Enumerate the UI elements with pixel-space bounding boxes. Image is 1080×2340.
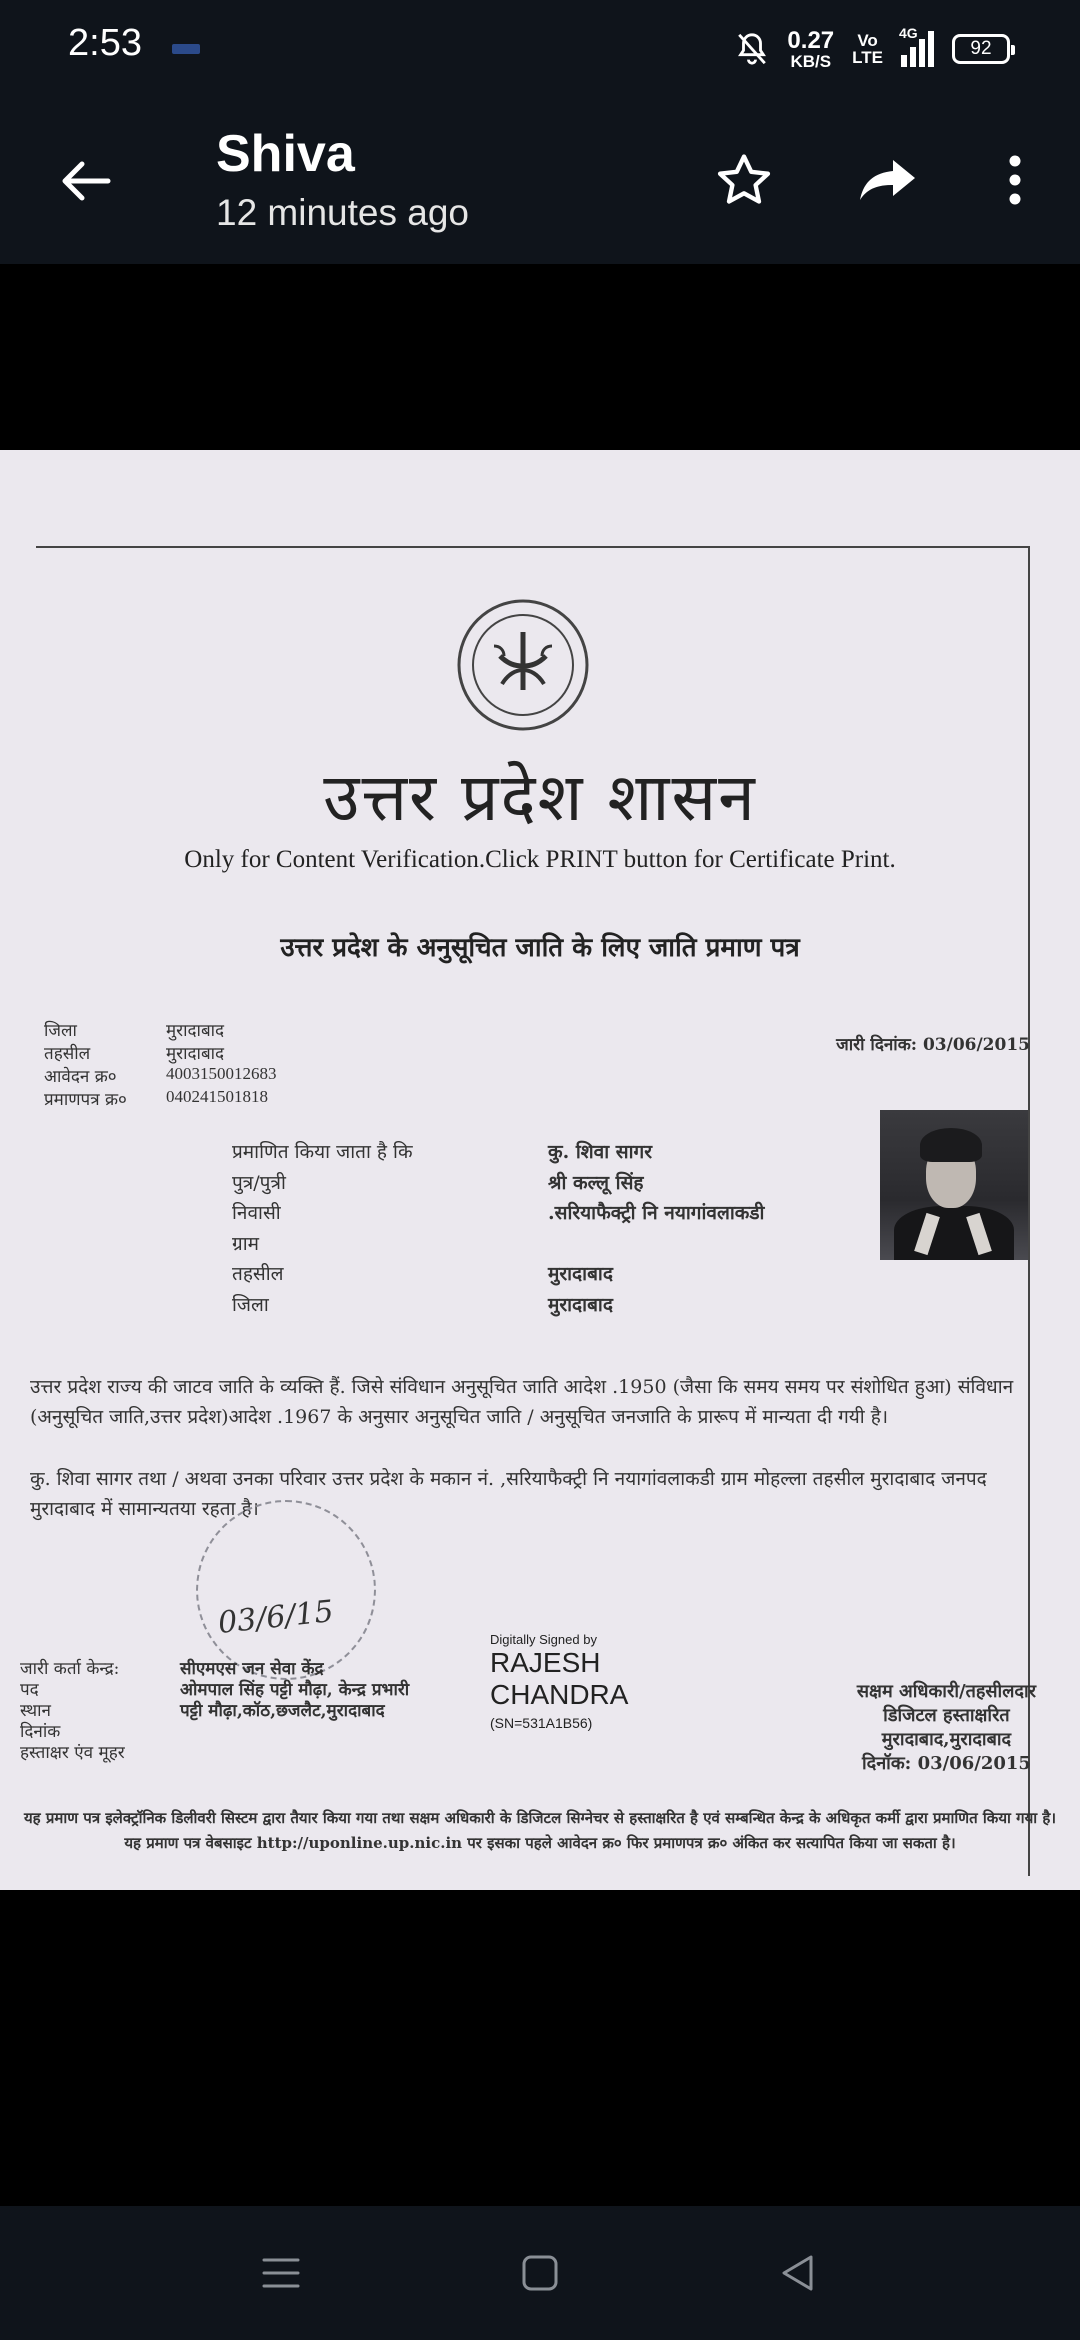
detail-value: .सरियाफैक्ट्री नि नयागांवलाकडी <box>548 1202 765 1224</box>
official-seal <box>196 1500 376 1680</box>
detail-value: मुरादाबाद <box>548 1293 613 1316</box>
meta-value: 040241501818 <box>166 1087 268 1106</box>
digital-signature-label: Digitally Signed by <box>490 1632 597 1647</box>
net-speed <box>787 26 835 71</box>
authority-line3: मुरादाबाद,मुरादाबाद <box>881 1729 1012 1750</box>
verification-footer: यह प्रमाण पत्र इलेक्ट्रॉनिक डिलीवरी सिस्टम द्वारा तैयार किया गया तथा सक्षम अधिकारी के डिजिटल सिग्नेचर से हस्ताक्षरित है एवं सम्बन्धित केन्द्र के अधिकृत कर्मी द्वारा प्रमाणित किया गया है। यह प्रमाण पत्र वेबसाइट http://uponline.up.nic.in पर इसका पहले आवेदन क्र० फिर प्रमाणपत्र क्र० अंकित कर सत्यापित किया जा सकता है। <box>23 1809 1057 1852</box>
signer-name-line2: CHANDRA <box>490 1679 629 1710</box>
detail-value: कु. शिवा सागर <box>548 1141 652 1163</box>
net-speed-value: 0.27 <box>787 26 835 54</box>
digital-signature <box>490 1632 628 1731</box>
handwritten-date: 03/6/15 <box>216 1594 336 1641</box>
recent-apps-icon <box>261 2255 301 2291</box>
detail-row <box>232 1291 764 1322</box>
certificate-image[interactable] <box>0 450 1080 1890</box>
system-back-button[interactable] <box>766 2246 828 2300</box>
meta-row <box>44 1041 277 1064</box>
verification-note: Only for Content Verification.Click PRINT button for Certificate Print. <box>184 846 896 873</box>
meta-key: प्रमाणपत्र क्र० <box>44 1090 127 1110</box>
network-type: 4G <box>899 25 918 41</box>
detail-key: निवासी <box>232 1202 281 1224</box>
meta-key: जिला <box>44 1021 77 1041</box>
signal-bar <box>919 39 925 67</box>
certificate-meta <box>44 1018 277 1110</box>
detail-key: जिला <box>232 1293 269 1316</box>
detail-key: तहसील <box>232 1263 284 1285</box>
issuer-row <box>20 1740 409 1761</box>
back-triangle-icon <box>779 2253 815 2293</box>
star-button[interactable] <box>708 144 780 216</box>
meta-value: मुरादाबाद <box>166 1044 225 1063</box>
issuer-key: जारी कर्ता केन्द्र: <box>20 1659 120 1679</box>
caste-statement: उत्तर प्रदेश राज्य की जाटव जाति के व्यक्ति हैं. जिसे संविधान अनुसूचित जाति आदेश .1950 (जैसा कि समय समय पर संशोधित हुआ) संविधान (अनुसूचित जाति,उत्तर प्रदेश)आदेश .1967 के अनुसार अनुसूचित जाति / अनुसूचित जनजाति के प्रारूप में मान्यता दी गयी है। <box>30 1376 1014 1428</box>
issuer-key: स्थान <box>20 1701 51 1721</box>
more-button[interactable] <box>990 144 1040 216</box>
issuer-key: हस्ताक्षर एंव मूहर <box>20 1743 125 1763</box>
issuer-row <box>20 1719 409 1740</box>
issuing-authority <box>857 1680 1036 1776</box>
detail-key: प्रमाणित किया जाता है कि <box>232 1141 413 1163</box>
meta-key: तहसील <box>44 1044 91 1064</box>
status-bar <box>0 0 1080 96</box>
volte-indicator <box>852 32 883 66</box>
bell-off-icon <box>735 30 769 68</box>
issuer-row <box>20 1698 409 1719</box>
issuer-details <box>20 1656 409 1761</box>
issuer-row <box>20 1656 409 1677</box>
notification-dot-icon <box>172 44 200 54</box>
detail-value: श्री कल्लू सिंह <box>548 1171 644 1194</box>
issuer-value: ओमपाल सिंह पट्टी मौढ़ा, केन्द्र प्रभारी <box>180 1680 410 1700</box>
signal-bar <box>910 47 916 67</box>
issuer-row <box>20 1677 409 1698</box>
star-icon <box>715 152 773 208</box>
signal-bar <box>901 55 907 67</box>
authority-line2: डिजिटल हस्ताक्षरित <box>883 1705 1010 1726</box>
government-title: उत्तर प्रदेश शासन <box>323 759 757 836</box>
status-icons <box>735 24 1010 74</box>
more-vertical-icon <box>1008 154 1022 206</box>
signature-serial: (SN=531A1B56) <box>490 1715 593 1731</box>
home-icon <box>521 2254 559 2292</box>
meta-row <box>44 1064 277 1087</box>
authority-line4: दिनॉक: 03/06/2015 <box>861 1753 1031 1774</box>
photo-body <box>894 1206 1014 1260</box>
back-arrow-icon <box>58 158 112 204</box>
detail-row <box>232 1230 764 1261</box>
signal-bar <box>928 31 934 67</box>
app-bar <box>0 96 1080 264</box>
home-button[interactable] <box>508 2246 572 2300</box>
contact-name: Shiva <box>216 125 355 183</box>
issuer-key: पद <box>20 1680 39 1700</box>
share-icon <box>857 156 919 204</box>
residence-statement: कु. शिवा सागर तथा / अथवा उनका परिवार उत्तर प्रदेश के मकान नं. ,सरियाफैक्ट्री नि नयागांवलाकडी ग्राम मोहल्ला तहसील मुरादाबाद जनपद मुरादाबाद में सामान्यतया रहता है। <box>30 1468 987 1520</box>
status-time: 2:53 <box>68 22 142 64</box>
meta-value: मुरादाबाद <box>166 1021 225 1040</box>
authority-line1: सक्षम अधिकारी/तहसीलदार <box>856 1681 1036 1702</box>
back-button[interactable] <box>50 146 120 216</box>
issue-date: जारी दिनांक: 03/06/2015 <box>836 1035 1030 1055</box>
meta-row <box>44 1087 277 1110</box>
navigation-bar <box>0 2206 1080 2340</box>
share-button[interactable] <box>850 144 926 216</box>
photo-hair <box>920 1128 982 1162</box>
applicant-photo <box>880 1110 1028 1260</box>
timestamp: 12 minutes ago <box>216 192 470 233</box>
detail-key: ग्राम <box>232 1232 259 1255</box>
signer-name-line1: RAJESH <box>490 1647 601 1678</box>
detail-row <box>232 1199 764 1230</box>
up-government-emblem-icon <box>456 598 590 732</box>
battery-icon <box>952 34 1010 64</box>
detail-value: मुरादाबाद <box>548 1263 613 1285</box>
detail-row <box>232 1138 764 1169</box>
volte-top: Vo <box>857 31 878 50</box>
detail-row <box>232 1169 764 1200</box>
detail-key: पुत्र/पुत्री <box>232 1171 286 1194</box>
battery-level: 92 <box>970 38 992 59</box>
meta-key: आवेदन क्र० <box>44 1067 117 1087</box>
issuer-value: पट्टी मौढ़ा,कॉठ,छजलैट,मुरादाबाद <box>180 1701 385 1721</box>
signal-icon <box>899 25 934 67</box>
issuer-key: दिनांक <box>20 1722 61 1742</box>
meta-value: 4003150012683 <box>166 1064 277 1083</box>
certificate-heading: उत्तर प्रदेश के अनुसूचित जाति के लिए जाति प्रमाण पत्र <box>280 933 800 963</box>
meta-row <box>44 1018 277 1041</box>
detail-row <box>232 1260 764 1291</box>
recent-apps-button[interactable] <box>250 2246 312 2300</box>
applicant-details <box>232 1138 764 1321</box>
volte-bottom: LTE <box>852 48 883 67</box>
issuer-value: सीएमएस जन सेवा केंद्र <box>180 1659 324 1679</box>
net-speed-unit: KB/S <box>790 51 832 71</box>
